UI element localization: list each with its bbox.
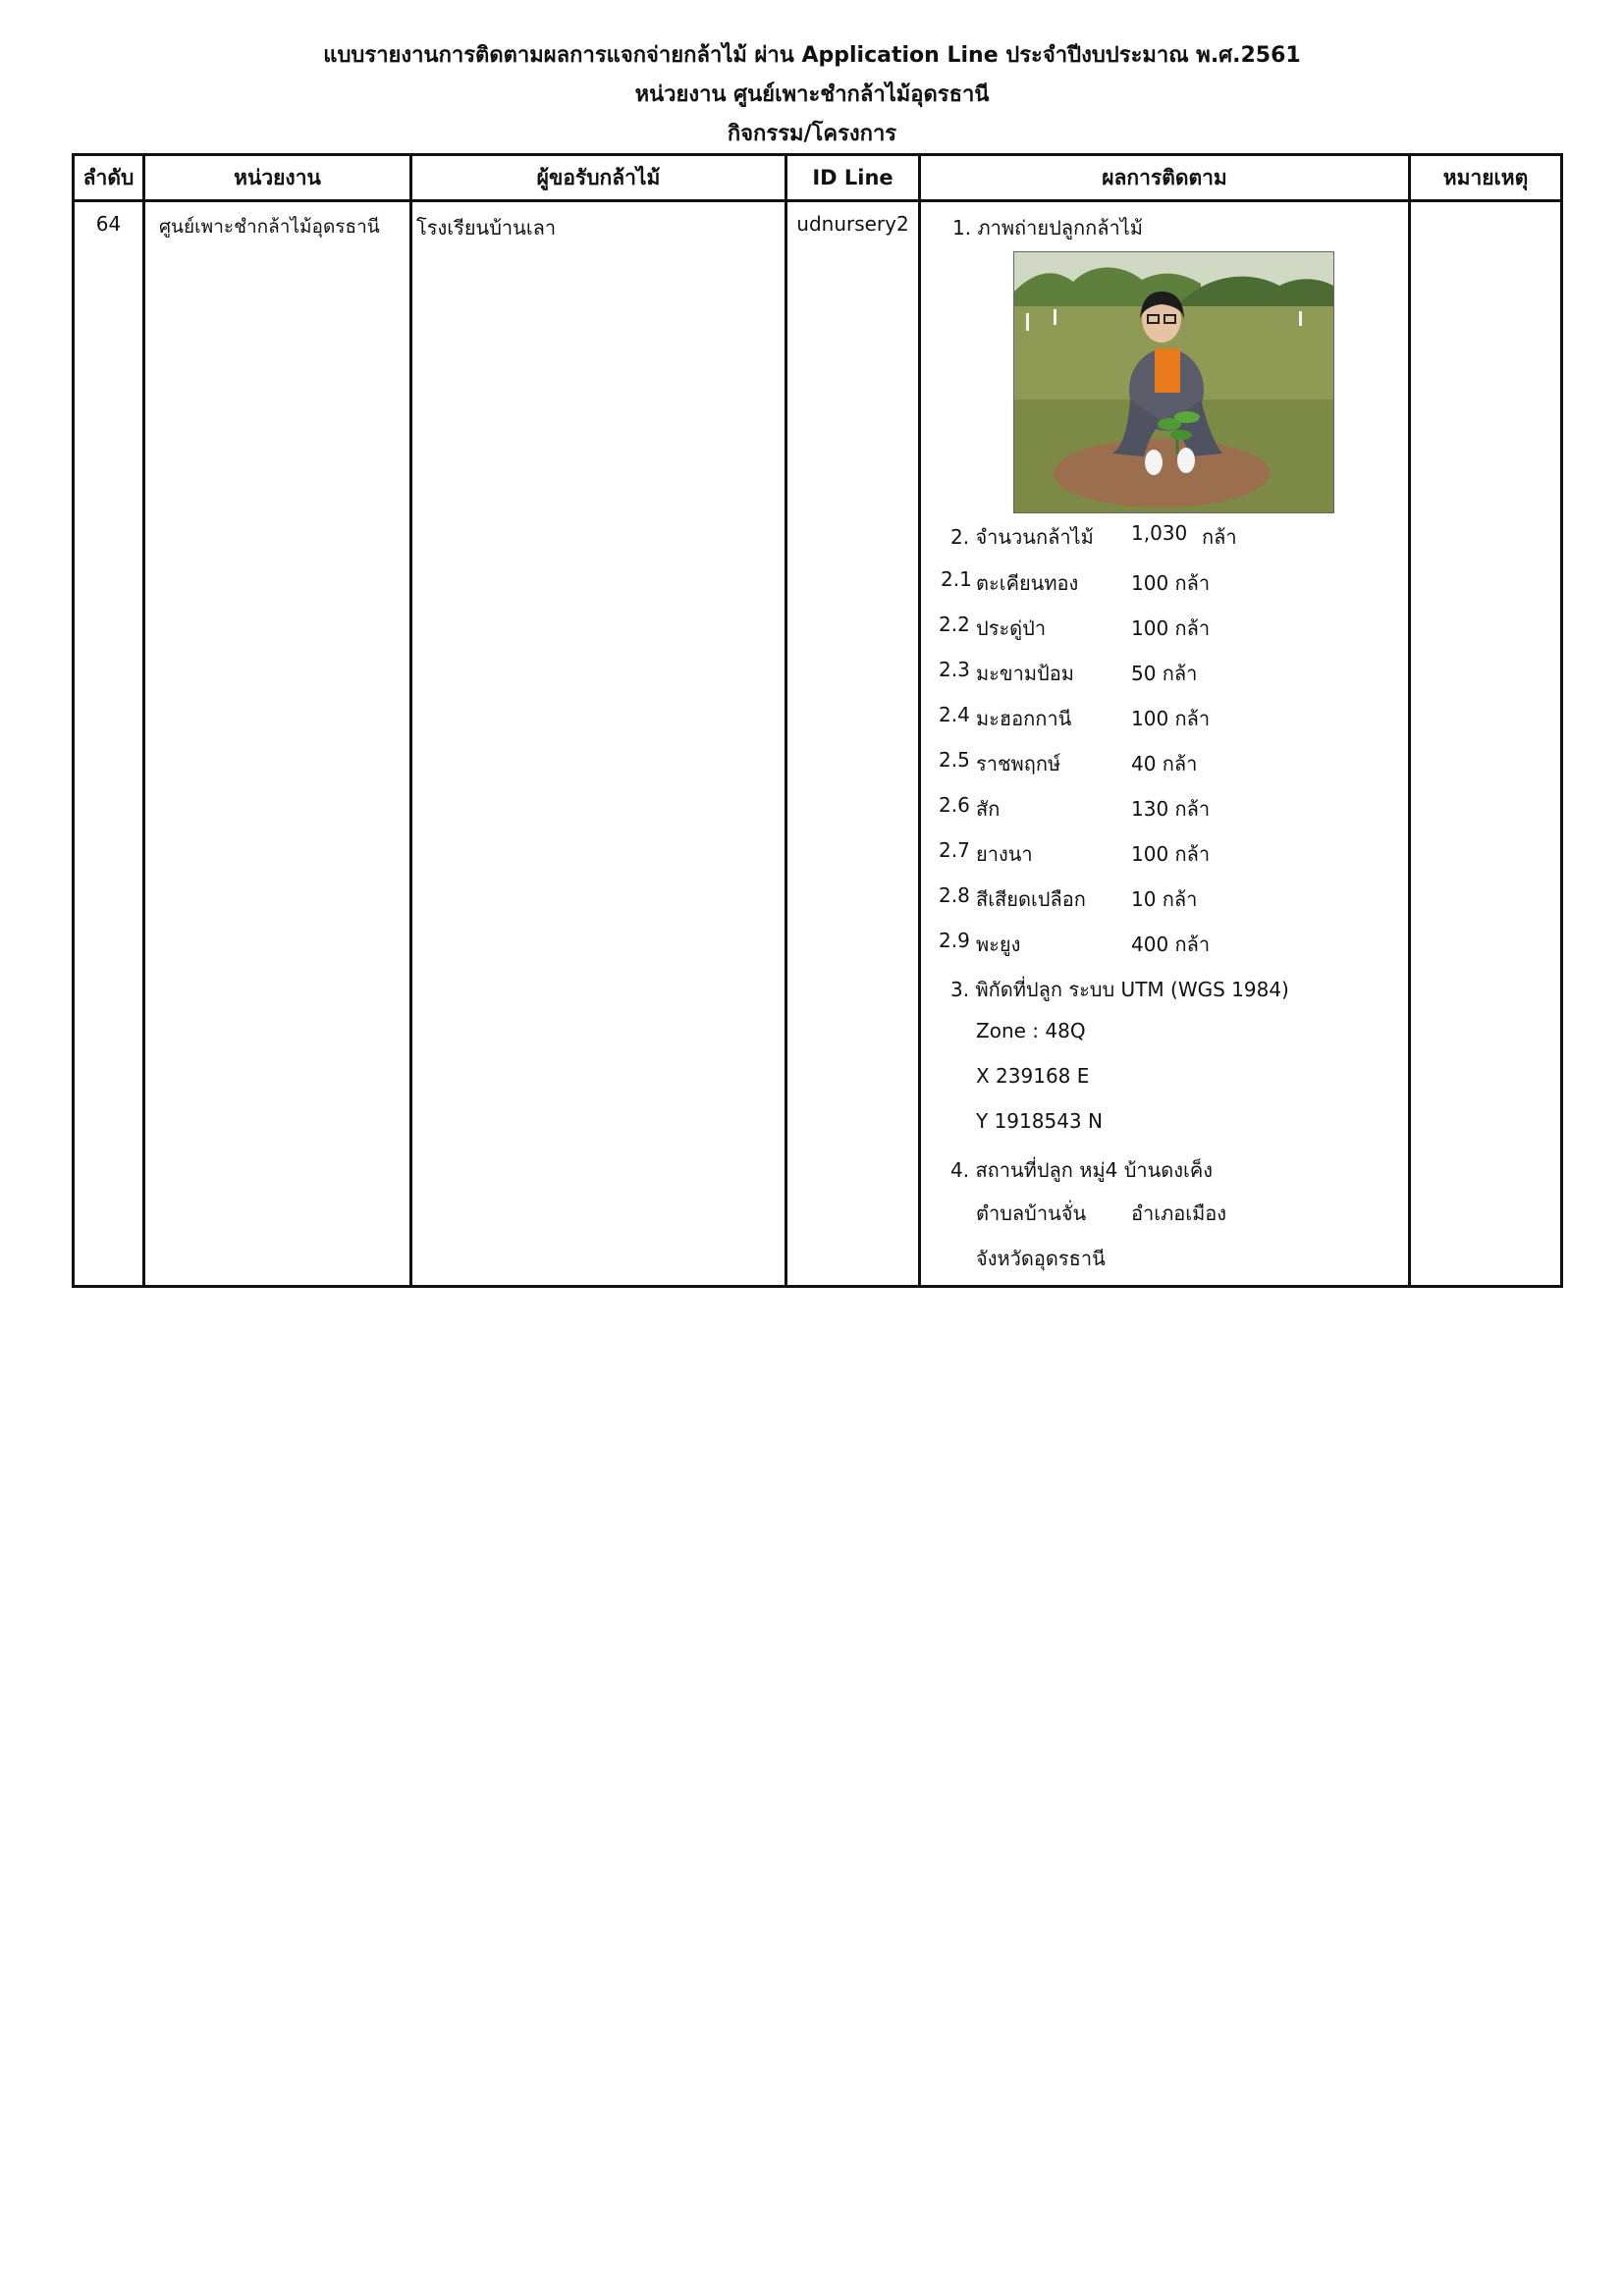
place-district: อำเภอเมือง [1131,1201,1227,1225]
species-name: ตะเคียนทอง [976,571,1079,595]
species-qty: 100 กล้า [1131,571,1211,595]
species-name: สีเสียดเปลือก [976,887,1086,911]
species-no: 2.2 [939,613,970,636]
species-no: 2.5 [939,748,970,772]
col-header-remark: หมายเหตุ [1410,155,1562,201]
utm-y: Y 1918543 N [976,1109,1103,1133]
cell-recipient [411,201,786,1287]
total-unit: กล้า [1202,525,1237,549]
cell-remark [1410,201,1562,1287]
species-qty: 100 กล้า [1131,616,1211,640]
species-name: ยางนา [976,842,1033,866]
planting-photo [1013,251,1334,513]
species-qty: 130 กล้า [1131,797,1211,821]
photo-label: 1. ภาพถ่ายปลูกกล้าไม้ [952,216,1143,240]
col-header-no: ลำดับ [74,155,144,201]
row-remark [1411,202,1560,212]
coord-label: 3. พิกัดที่ปลูก ระบบ UTM (WGS 1984) [950,978,1289,1001]
utm-x: X 239168 E [976,1064,1090,1088]
species-no: 2.3 [939,658,970,681]
cell-result [920,201,1410,1287]
species-qty: 100 กล้า [1131,707,1211,730]
species-no: 2.7 [939,838,970,862]
place-subdistrict: ตำบลบ้านจั่น [976,1201,1087,1225]
col-header-recipient: ผู้ขอรับกล้าไม้ [411,155,786,201]
report-table [72,153,1563,1288]
species-qty: 400 กล้า [1131,933,1211,956]
row-id-line: udnursery2 [796,212,909,236]
utm-zone: Zone : 48Q [976,1019,1086,1042]
place-label: 4. สถานที่ปลูก หมู่4 บ้านดงเค็ง [950,1158,1214,1182]
species-name: ประดู่ป่า [976,616,1047,640]
species-name: พะยูง [976,933,1021,956]
activity-heading: กิจกรรม/โครงการ [727,122,897,146]
row-agency: ศูนย์เพาะชำกล้าไม้อุดรธานี [159,216,380,238]
species-no: 2.1 [941,567,972,591]
species-qty: 100 กล้า [1131,842,1211,866]
species-qty: 10 กล้า [1131,887,1198,911]
species-qty: 50 กล้า [1131,662,1198,685]
total-label: 2. จำนวนกล้าไม้ [950,525,1094,549]
species-no: 2.9 [939,929,970,952]
row-number: 64 [95,212,122,236]
cell-id-line [786,201,920,1287]
agency-heading: หน่วยงาน ศูนย์เพาะชำกล้าไม้อุดรธานี [634,82,990,107]
col-header-result: ผลการติดตาม [920,155,1410,201]
species-name: สัก [976,797,1001,821]
place-province: จังหวัดอุดรธานี [976,1247,1106,1270]
species-no: 2.6 [939,793,970,817]
species-qty: 40 กล้า [1131,752,1198,775]
species-name: มะขามป้อม [976,662,1074,685]
report-title: แบบรายงานการติดตามผลการแจกจ่ายกล้าไม้ ผ่าน Application Line ประจำปีงบประมาณ พ.ศ.2561 [323,43,1301,68]
table-row [74,201,1562,1287]
species-name: มะฮอกกานี [976,707,1072,730]
table-header-row [74,155,1562,201]
row-recipient: โรงเรียนบ้านเลา [416,216,557,240]
species-name: ราชพฤกษ์ [976,752,1061,775]
col-header-id-line: ID Line [786,155,920,201]
species-no: 2.4 [939,703,970,726]
species-no: 2.8 [939,883,970,907]
cell-no [74,201,144,1287]
total-value: 1,030 [1131,521,1188,545]
col-header-agency: หน่วยงาน [144,155,411,201]
cell-agency [144,201,411,1287]
